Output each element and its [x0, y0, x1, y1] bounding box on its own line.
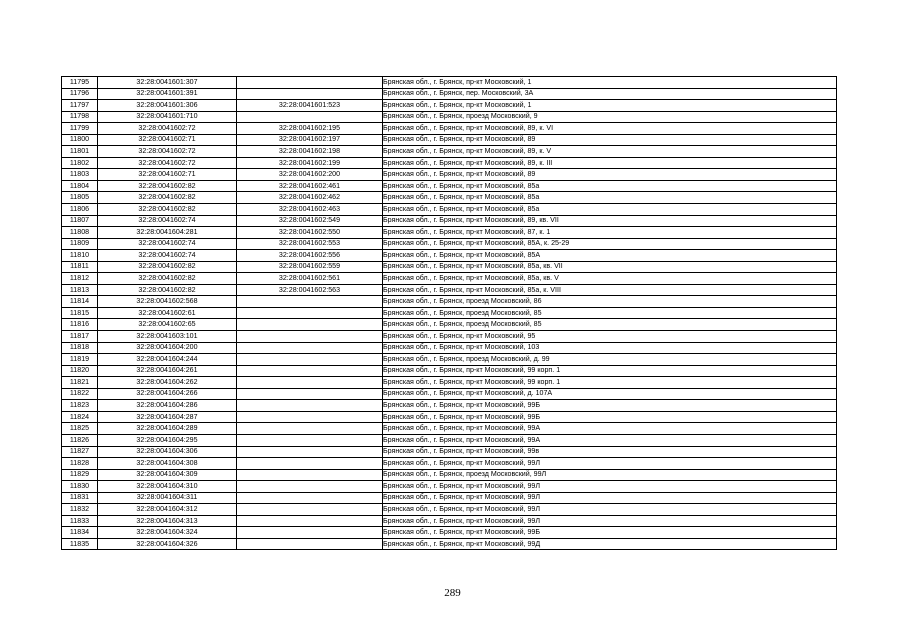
- cadastral-number-cell: 32:28:0041602:72: [98, 123, 237, 135]
- table-row: [62, 538, 837, 550]
- row-number-cell: 11826: [62, 434, 98, 446]
- parent-cadastral-number-cell: 32:28:0041602:561: [237, 273, 383, 285]
- cadastral-number-cell: 32:28:0041602:65: [98, 319, 237, 331]
- cadastral-number-cell: 32:28:0041604:289: [98, 423, 237, 435]
- table-row: [62, 169, 837, 181]
- table-row: [62, 481, 837, 493]
- table-row: [62, 261, 837, 273]
- parent-cadastral-number-cell: 32:28:0041602:199: [237, 157, 383, 169]
- row-number-cell: 11812: [62, 273, 98, 285]
- cadastral-number-cell: 32:28:0041602:82: [98, 284, 237, 296]
- row-number-cell: 11821: [62, 377, 98, 389]
- row-number-cell: 11795: [62, 77, 98, 89]
- row-number-cell: 11825: [62, 423, 98, 435]
- cadastral-number-cell: 32:28:0041604:200: [98, 342, 237, 354]
- row-number-cell: 11822: [62, 388, 98, 400]
- row-number-cell: 11824: [62, 411, 98, 423]
- table-row: [62, 492, 837, 504]
- cadastral-number-cell: 32:28:0041604:311: [98, 492, 237, 504]
- address-cell: Брянская обл., г. Брянск, пр-кт Московский, 85а, кв. VII: [383, 261, 837, 273]
- address-cell: Брянская обл., г. Брянск, пр-кт Московский, 1: [383, 100, 837, 112]
- cadastral-number-cell: 32:28:0041604:312: [98, 504, 237, 516]
- parent-cadastral-number-cell: [237, 504, 383, 516]
- table-row: [62, 273, 837, 285]
- parent-cadastral-number-cell: [237, 377, 383, 389]
- cadastral-number-cell: 32:28:0041601:710: [98, 111, 237, 123]
- parent-cadastral-number-cell: 32:28:0041602:462: [237, 192, 383, 204]
- row-number-cell: 11818: [62, 342, 98, 354]
- parent-cadastral-number-cell: [237, 527, 383, 539]
- table-row: [62, 88, 837, 100]
- parent-cadastral-number-cell: [237, 446, 383, 458]
- parent-cadastral-number-cell: [237, 319, 383, 331]
- table-row: [62, 377, 837, 389]
- parent-cadastral-number-cell: 32:28:0041602:550: [237, 227, 383, 239]
- address-cell: Брянская обл., г. Брянск, пр-кт Московский, 1: [383, 77, 837, 89]
- table-row: [62, 342, 837, 354]
- parent-cadastral-number-cell: 32:28:0041602:556: [237, 250, 383, 262]
- table-row: [62, 354, 837, 366]
- table-row: [62, 434, 837, 446]
- address-cell: Брянская обл., г. Брянск, пр-кт Московский, 99в: [383, 446, 837, 458]
- cadastral-number-cell: 32:28:0041604:309: [98, 469, 237, 481]
- address-cell: Брянская обл., г. Брянск, пр-кт Московский, 99Л: [383, 515, 837, 527]
- table-row: [62, 296, 837, 308]
- cadastral-number-cell: 32:28:0041603:101: [98, 331, 237, 343]
- cadastral-number-cell: 32:28:0041602:82: [98, 273, 237, 285]
- table-row: [62, 123, 837, 135]
- row-number-cell: 11834: [62, 527, 98, 539]
- address-cell: Брянская обл., г. Брянск, пр-кт Московский, 89: [383, 169, 837, 181]
- cadastral-number-cell: 32:28:0041602:568: [98, 296, 237, 308]
- address-cell: Брянская обл., г. Брянск, пр-кт Московский, 103: [383, 342, 837, 354]
- cadastral-number-cell: 32:28:0041604:313: [98, 515, 237, 527]
- address-cell: Брянская обл., г. Брянск, проезд Московский, 85: [383, 307, 837, 319]
- row-number-cell: 11813: [62, 284, 98, 296]
- row-number-cell: 11832: [62, 504, 98, 516]
- table-row: [62, 250, 837, 262]
- parent-cadastral-number-cell: [237, 492, 383, 504]
- row-number-cell: 11816: [62, 319, 98, 331]
- cadastral-number-cell: 32:28:0041604:326: [98, 538, 237, 550]
- cadastral-number-cell: 32:28:0041602:82: [98, 192, 237, 204]
- page-number: 289: [444, 587, 461, 599]
- parent-cadastral-number-cell: 32:28:0041602:461: [237, 180, 383, 192]
- cadastral-number-cell: 32:28:0041602:74: [98, 250, 237, 262]
- row-number-cell: 11808: [62, 227, 98, 239]
- parent-cadastral-number-cell: 32:28:0041602:200: [237, 169, 383, 181]
- row-number-cell: 11833: [62, 515, 98, 527]
- address-cell: Брянская обл., г. Брянск, проезд Московский, 99Л: [383, 469, 837, 481]
- table-row: [62, 400, 837, 412]
- address-cell: Брянская обл., г. Брянск, пр-кт Московский, 99А: [383, 423, 837, 435]
- address-cell: Брянская обл., г. Брянск, пр-кт Московский, 99Л: [383, 481, 837, 493]
- row-number-cell: 11801: [62, 146, 98, 158]
- address-cell: Брянская обл., г. Брянск, пр-кт Московский, 99Д: [383, 538, 837, 550]
- parent-cadastral-number-cell: [237, 469, 383, 481]
- cadastral-number-cell: 32:28:0041602:74: [98, 238, 237, 250]
- address-cell: Брянская обл., г. Брянск, пр-кт Московский, 99Б: [383, 527, 837, 539]
- parent-cadastral-number-cell: [237, 458, 383, 470]
- table-row: [62, 111, 837, 123]
- cadastral-number-cell: 32:28:0041602:61: [98, 307, 237, 319]
- parent-cadastral-number-cell: [237, 538, 383, 550]
- row-number-cell: 11829: [62, 469, 98, 481]
- row-number-cell: 11797: [62, 100, 98, 112]
- row-number-cell: 11814: [62, 296, 98, 308]
- parent-cadastral-number-cell: 32:28:0041602:195: [237, 123, 383, 135]
- cadastral-number-cell: 32:28:0041604:262: [98, 377, 237, 389]
- address-cell: Брянская обл., г. Брянск, пр-кт Московский, 85А, к. 25-29: [383, 238, 837, 250]
- address-cell: Брянская обл., г. Брянск, пр-кт Московский, 85а, кв. V: [383, 273, 837, 285]
- row-number-cell: 11796: [62, 88, 98, 100]
- table-row: [62, 227, 837, 239]
- address-cell: Брянская обл., г. Брянск, пр-кт Московский, 99Б: [383, 411, 837, 423]
- address-cell: Брянская обл., г. Брянск, пр-кт Московский, 89, к. III: [383, 157, 837, 169]
- row-number-cell: 11804: [62, 180, 98, 192]
- row-number-cell: 11827: [62, 446, 98, 458]
- row-number-cell: 11803: [62, 169, 98, 181]
- row-number-cell: 11835: [62, 538, 98, 550]
- table-row: [62, 331, 837, 343]
- cadastral-number-cell: 32:28:0041604:310: [98, 481, 237, 493]
- parent-cadastral-number-cell: [237, 423, 383, 435]
- table-row: [62, 527, 837, 539]
- address-cell: Брянская обл., г. Брянск, пр-кт Московский, 85А: [383, 250, 837, 262]
- address-cell: Брянская обл., г. Брянск, пр-кт Московский, 89, кв. VII: [383, 215, 837, 227]
- address-cell: Брянская обл., г. Брянск, пр-кт Московский, 99 корп. 1: [383, 377, 837, 389]
- parent-cadastral-number-cell: 32:28:0041602:559: [237, 261, 383, 273]
- row-number-cell: 11807: [62, 215, 98, 227]
- parent-cadastral-number-cell: 32:28:0041602:197: [237, 134, 383, 146]
- parent-cadastral-number-cell: [237, 307, 383, 319]
- parent-cadastral-number-cell: [237, 434, 383, 446]
- table-row: [62, 319, 837, 331]
- parent-cadastral-number-cell: 32:28:0041602:198: [237, 146, 383, 158]
- table-row: [62, 469, 837, 481]
- address-cell: Брянская обл., г. Брянск, пр-кт Московский, 99Б: [383, 400, 837, 412]
- cadastral-number-cell: 32:28:0041604:266: [98, 388, 237, 400]
- address-cell: Брянская обл., г. Брянск, пр-кт Московский, 95: [383, 331, 837, 343]
- row-number-cell: 11828: [62, 458, 98, 470]
- row-number-cell: 11830: [62, 481, 98, 493]
- cadastral-number-cell: 32:28:0041602:82: [98, 261, 237, 273]
- parent-cadastral-number-cell: [237, 342, 383, 354]
- table-row: [62, 146, 837, 158]
- row-number-cell: 11809: [62, 238, 98, 250]
- row-number-cell: 11819: [62, 354, 98, 366]
- address-cell: Брянская обл., г. Брянск, пр-кт Московский, 85а: [383, 180, 837, 192]
- cadastral-number-cell: 32:28:0041601:391: [98, 88, 237, 100]
- parent-cadastral-number-cell: [237, 515, 383, 527]
- address-cell: Брянская обл., г. Брянск, проезд Московский, 9: [383, 111, 837, 123]
- address-cell: Брянская обл., г. Брянск, пр-кт Московский, 89: [383, 134, 837, 146]
- table-row: [62, 192, 837, 204]
- address-cell: Брянская обл., г. Брянск, пр-кт Московский, 85а: [383, 204, 837, 216]
- cadastral-number-cell: 32:28:0041602:72: [98, 157, 237, 169]
- parent-cadastral-number-cell: [237, 411, 383, 423]
- address-cell: Брянская обл., г. Брянск, пр-кт Московский, 99Л: [383, 492, 837, 504]
- parent-cadastral-number-cell: [237, 331, 383, 343]
- table-row: [62, 307, 837, 319]
- parent-cadastral-number-cell: [237, 77, 383, 89]
- parent-cadastral-number-cell: [237, 296, 383, 308]
- table-row: [62, 388, 837, 400]
- parent-cadastral-number-cell: 32:28:0041601:523: [237, 100, 383, 112]
- cadastral-number-cell: 32:28:0041604:286: [98, 400, 237, 412]
- table-row: [62, 100, 837, 112]
- address-cell: Брянская обл., г. Брянск, пр-кт Московский, д. 107А: [383, 388, 837, 400]
- table-row: [62, 458, 837, 470]
- cadastral-number-cell: 32:28:0041604:244: [98, 354, 237, 366]
- cadastral-number-cell: 32:28:0041602:71: [98, 169, 237, 181]
- address-cell: Брянская обл., г. Брянск, проезд Московский, д. 99: [383, 354, 837, 366]
- address-cell: Брянская обл., г. Брянск, пер. Московский, 3А: [383, 88, 837, 100]
- table-row: [62, 423, 837, 435]
- cadastral-number-cell: 32:28:0041602:74: [98, 215, 237, 227]
- row-number-cell: 11820: [62, 365, 98, 377]
- cadastral-number-cell: 32:28:0041604:295: [98, 434, 237, 446]
- cadastral-number-cell: 32:28:0041604:308: [98, 458, 237, 470]
- address-cell: Брянская обл., г. Брянск, пр-кт Московский, 85а, к. VIII: [383, 284, 837, 296]
- address-cell: Брянская обл., г. Брянск, пр-кт Московский, 89, к. VI: [383, 123, 837, 135]
- cadastral-number-cell: 32:28:0041602:82: [98, 204, 237, 216]
- row-number-cell: 11810: [62, 250, 98, 262]
- property-registry-table: [61, 76, 837, 550]
- parent-cadastral-number-cell: 32:28:0041602:549: [237, 215, 383, 227]
- parent-cadastral-number-cell: [237, 111, 383, 123]
- address-cell: Брянская обл., г. Брянск, проезд Московский, 85: [383, 319, 837, 331]
- row-number-cell: 11800: [62, 134, 98, 146]
- address-cell: Брянская обл., г. Брянск, пр-кт Московский, 85а: [383, 192, 837, 204]
- cadastral-number-cell: 32:28:0041604:287: [98, 411, 237, 423]
- table-row: [62, 238, 837, 250]
- parent-cadastral-number-cell: [237, 481, 383, 493]
- address-cell: Брянская обл., г. Брянск, пр-кт Московский, 99Л: [383, 458, 837, 470]
- table-row: [62, 215, 837, 227]
- parent-cadastral-number-cell: 32:28:0041602:463: [237, 204, 383, 216]
- cadastral-number-cell: 32:28:0041601:306: [98, 100, 237, 112]
- row-number-cell: 11815: [62, 307, 98, 319]
- table-row: [62, 515, 837, 527]
- address-cell: Брянская обл., г. Брянск, проезд Московский, 86: [383, 296, 837, 308]
- table-row: [62, 504, 837, 516]
- table-row: [62, 77, 837, 89]
- row-number-cell: 11811: [62, 261, 98, 273]
- parent-cadastral-number-cell: [237, 400, 383, 412]
- cadastral-number-cell: 32:28:0041602:82: [98, 180, 237, 192]
- row-number-cell: 11817: [62, 331, 98, 343]
- row-number-cell: 11799: [62, 123, 98, 135]
- parent-cadastral-number-cell: [237, 354, 383, 366]
- table-row: [62, 411, 837, 423]
- row-number-cell: 11798: [62, 111, 98, 123]
- cadastral-number-cell: 32:28:0041604:306: [98, 446, 237, 458]
- address-cell: Брянская обл., г. Брянск, пр-кт Московский, 87, к. 1: [383, 227, 837, 239]
- parent-cadastral-number-cell: [237, 388, 383, 400]
- table-row: [62, 157, 837, 169]
- cadastral-number-cell: 32:28:0041604:261: [98, 365, 237, 377]
- table-row: [62, 180, 837, 192]
- parent-cadastral-number-cell: 32:28:0041602:563: [237, 284, 383, 296]
- parent-cadastral-number-cell: [237, 365, 383, 377]
- parent-cadastral-number-cell: [237, 88, 383, 100]
- row-number-cell: 11805: [62, 192, 98, 204]
- table-row: [62, 204, 837, 216]
- table-row: [62, 134, 837, 146]
- table-row: [62, 365, 837, 377]
- parent-cadastral-number-cell: 32:28:0041602:553: [237, 238, 383, 250]
- address-cell: Брянская обл., г. Брянск, пр-кт Московский, 99 корп. 1: [383, 365, 837, 377]
- address-cell: Брянская обл., г. Брянск, пр-кт Московский, 99Л: [383, 504, 837, 516]
- cadastral-number-cell: 32:28:0041604:324: [98, 527, 237, 539]
- address-cell: Брянская обл., г. Брянск, пр-кт Московский, 89, к. V: [383, 146, 837, 158]
- row-number-cell: 11823: [62, 400, 98, 412]
- table-row: [62, 446, 837, 458]
- cadastral-number-cell: 32:28:0041602:72: [98, 146, 237, 158]
- address-cell: Брянская обл., г. Брянск, пр-кт Московский, 99А: [383, 434, 837, 446]
- row-number-cell: 11802: [62, 157, 98, 169]
- row-number-cell: 11831: [62, 492, 98, 504]
- row-number-cell: 11806: [62, 204, 98, 216]
- table-row: [62, 284, 837, 296]
- registry-table-body: [62, 77, 837, 550]
- cadastral-number-cell: 32:28:0041604:281: [98, 227, 237, 239]
- cadastral-number-cell: 32:28:0041601:307: [98, 77, 237, 89]
- cadastral-number-cell: 32:28:0041602:71: [98, 134, 237, 146]
